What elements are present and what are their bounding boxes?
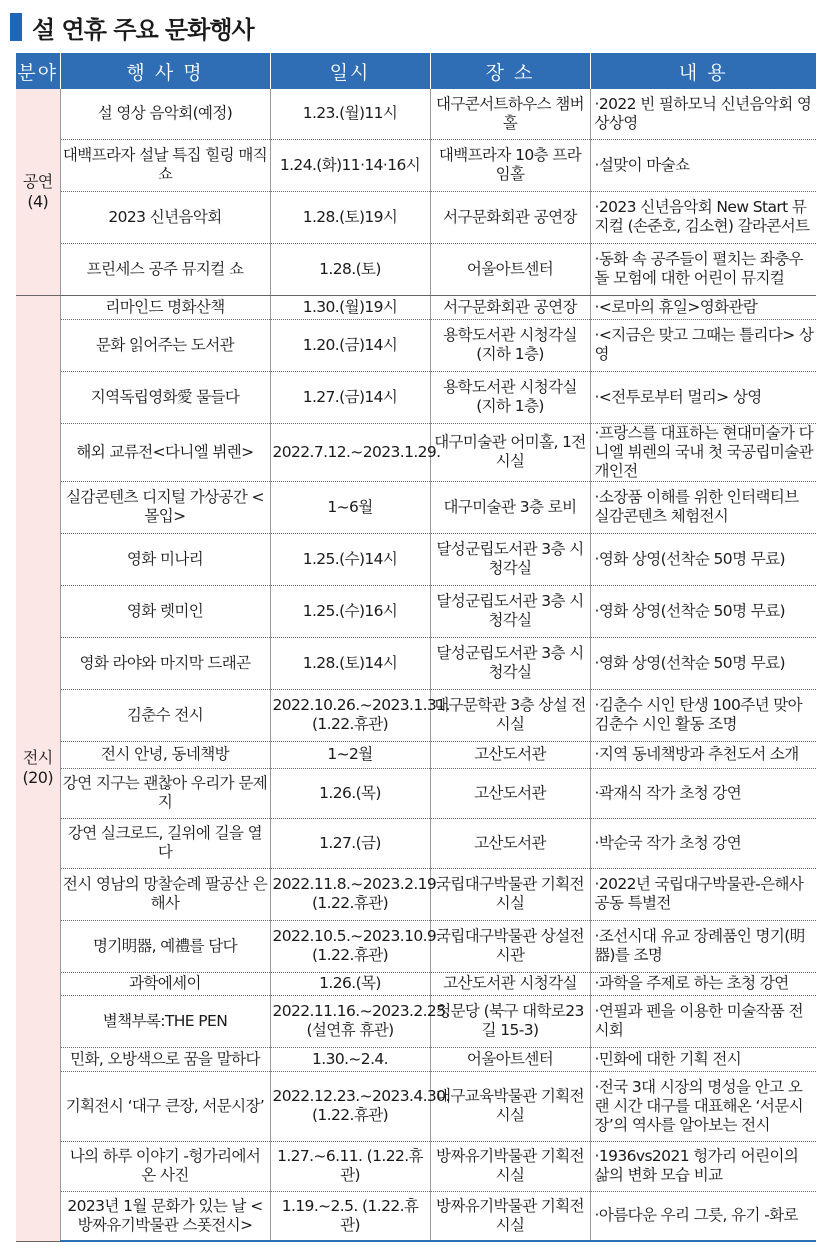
event-description-cell: ·영화 상영(선착순 50명 무료) <box>590 533 816 585</box>
event-place-cell: 국립대구박물관 기획전시실 <box>430 868 590 920</box>
event-date-cell: 1.28.(토)14시 <box>270 637 430 689</box>
event-description-cell: ·설맞이 마술쇼 <box>590 139 816 191</box>
table-row <box>16 637 816 689</box>
header-event-name: 행 사 명 <box>60 53 270 89</box>
event-description-cell: ·박순국 작가 초청 강연 <box>590 818 816 868</box>
event-name-cell: 문화 읽어주는 도서관 <box>60 319 270 371</box>
event-date-cell: 1.25.(수)16시 <box>270 585 430 637</box>
event-name-cell: 기획전시 ‘대구 큰장, 서문시장’ <box>60 1071 270 1141</box>
event-description-cell: ·영화 상영(선착순 50명 무료) <box>590 637 816 689</box>
table-row <box>16 243 816 295</box>
event-place-cell: 청문당 (북구 대학로23길 15-3) <box>430 995 590 1047</box>
event-name-cell: 지역독립영화愛 물들다 <box>60 371 270 423</box>
event-description-cell: ·전국 3대 시장의 명성을 안고 오랜 시간 대구를 대표해온 ‘서문시장’의 역사를 알아보는 전시 <box>590 1071 816 1141</box>
category-cell: 전시 (20) <box>16 295 60 1241</box>
event-description-cell: ·<로마의 휴일>영화관람 <box>590 295 816 319</box>
event-date-cell: 1.23.(월)11시 <box>270 89 430 139</box>
event-place-cell: 고산도서관 <box>430 741 590 768</box>
event-name-cell: 과학에세이 <box>60 972 270 995</box>
event-place-cell: 용학도서관 시청각실 (지하 1층) <box>430 319 590 371</box>
event-date-cell: 1.20.(금)14시 <box>270 319 430 371</box>
event-name-cell: 프린세스 공주 뮤지컬 쇼 <box>60 243 270 295</box>
page-title-block <box>10 6 254 48</box>
event-name-cell: 설 영상 음악회(예정) <box>60 89 270 139</box>
event-place-cell: 어울아트센터 <box>430 1047 590 1071</box>
event-place-cell: 고산도서관 시청각실 <box>430 972 590 995</box>
event-date-cell: 1.28.(토)19시 <box>270 191 430 243</box>
event-place-cell: 고산도서관 <box>430 768 590 818</box>
header-description: 내 용 <box>590 53 816 89</box>
event-name-cell: 실감콘텐츠 디지털 가상공간 <몰입> <box>60 481 270 533</box>
event-description-cell: ·동화 속 공주들이 펼치는 좌충우돌 모험에 대한 어린이 뮤지컬 <box>590 243 816 295</box>
event-date-cell: 1.25.(수)14시 <box>270 533 430 585</box>
header-date: 일시 <box>270 53 430 89</box>
category-cell: 공연 (4) <box>16 89 60 295</box>
table-row <box>16 319 816 371</box>
table-row <box>16 741 816 768</box>
event-place-cell: 서구문화회관 공연장 <box>430 191 590 243</box>
event-name-cell: 전시 안녕, 동네책방 <box>60 741 270 768</box>
table-header-row <box>16 53 816 89</box>
table-row <box>16 868 816 920</box>
event-date-cell: 2022.11.16.~2023.2.25. (설연휴 휴관) <box>270 995 430 1047</box>
event-description-cell: ·조선시대 유교 장례품인 명기(明器)를 조명 <box>590 920 816 972</box>
event-place-cell: 방짜유기박물관 기획전시실 <box>430 1191 590 1241</box>
table-row <box>16 423 816 481</box>
table-row <box>16 972 816 995</box>
event-name-cell: 별책부록:THE PEN <box>60 995 270 1047</box>
event-place-cell: 고산도서관 <box>430 818 590 868</box>
title-accent-bar <box>10 13 22 41</box>
event-place-cell: 대구교육박물관 기획전시실 <box>430 1071 590 1141</box>
table-row <box>16 1141 816 1191</box>
table-row <box>16 1071 816 1141</box>
table-row <box>16 689 816 741</box>
event-description-cell: ·2022년 국립대구박물관-은해사 공동 특별전 <box>590 868 816 920</box>
event-place-cell: 어울아트센터 <box>430 243 590 295</box>
event-description-cell: ·<전투로부터 멀리> 상영 <box>590 371 816 423</box>
event-date-cell: 1.28.(토) <box>270 243 430 295</box>
event-description-cell: ·2022 빈 필하모닉 신년음악회 영상상영 <box>590 89 816 139</box>
event-place-cell: 국립대구박물관 상설전시관 <box>430 920 590 972</box>
event-description-cell: ·<지금은 맞고 그때는 틀리다> 상영 <box>590 319 816 371</box>
event-place-cell: 서구문화회관 공연장 <box>430 295 590 319</box>
event-name-cell: 강연 지구는 괜찮아 우리가 문제지 <box>60 768 270 818</box>
event-date-cell: 1~6월 <box>270 481 430 533</box>
event-name-cell: 영화 라야와 마지막 드래곤 <box>60 637 270 689</box>
event-description-cell: ·1936vs2021 헝가리 어린이의 삶의 변화 모습 비교 <box>590 1141 816 1191</box>
table-row <box>16 371 816 423</box>
event-name-cell: 민화, 오방색으로 꿈을 말하다 <box>60 1047 270 1071</box>
table-row <box>16 139 816 191</box>
event-name-cell: 2023년 1월 문화가 있는 날 <방짜유기박물관 스폿전시> <box>60 1191 270 1241</box>
event-name-cell: 영화 렛미인 <box>60 585 270 637</box>
events-table <box>16 53 816 1242</box>
events-table-body <box>16 89 816 1241</box>
event-description-cell: ·아름다운 우리 그릇, 유기 -화로 <box>590 1191 816 1241</box>
event-place-cell: 달성군립도서관 3층 시청각실 <box>430 533 590 585</box>
event-date-cell: 1.30.(월)19시 <box>270 295 430 319</box>
table-row <box>16 920 816 972</box>
event-description-cell: ·민화에 대한 기획 전시 <box>590 1047 816 1071</box>
event-place-cell: 달성군립도서관 3층 시청각실 <box>430 585 590 637</box>
event-date-cell: 1.24.(화)11·14·16시 <box>270 139 430 191</box>
event-date-cell: 1.27.(금) <box>270 818 430 868</box>
event-description-cell: ·연필과 펜을 이용한 미술작품 전시회 <box>590 995 816 1047</box>
event-place-cell: 대구미술관 3층 로비 <box>430 481 590 533</box>
event-date-cell: 2022.7.12.~2023.1.29. <box>270 423 430 481</box>
event-description-cell: ·영화 상영(선착순 50명 무료) <box>590 585 816 637</box>
table-row <box>16 995 816 1047</box>
table-row <box>16 818 816 868</box>
event-date-cell: 1.30.~2.4. <box>270 1047 430 1071</box>
table-row <box>16 585 816 637</box>
event-description-cell: ·2023 신년음악회 New Start 뮤지컬 (손준호, 김소현) 갈라콘서트 <box>590 191 816 243</box>
event-description-cell: ·곽재식 작가 초청 강연 <box>590 768 816 818</box>
table-row <box>16 768 816 818</box>
header-category: 분야 <box>16 53 60 89</box>
header-place: 장 소 <box>430 53 590 89</box>
event-date-cell: 2022.10.26.~2023.1.31. (1.22.휴관) <box>270 689 430 741</box>
table-row <box>16 191 816 243</box>
event-place-cell: 용학도서관 시청각실 (지하 1층) <box>430 371 590 423</box>
event-date-cell: 1.26.(목) <box>270 972 430 995</box>
event-name-cell: 대백프라자 설날 특집 힐링 매직쇼 <box>60 139 270 191</box>
event-description-cell: ·김춘수 시인 탄생 100주년 맞아 김춘수 시인 활동 조명 <box>590 689 816 741</box>
event-name-cell: 영화 미나리 <box>60 533 270 585</box>
event-place-cell: 달성군립도서관 3층 시청각실 <box>430 637 590 689</box>
event-date-cell: 2022.12.23.~2023.4.30. (1.22.휴관) <box>270 1071 430 1141</box>
event-name-cell: 김춘수 전시 <box>60 689 270 741</box>
event-description-cell: ·지역 동네책방과 추천도서 소개 <box>590 741 816 768</box>
event-date-cell: 1.26.(목) <box>270 768 430 818</box>
event-date-cell: 1.27.~6.11. (1.22.휴관) <box>270 1141 430 1191</box>
table-row <box>16 89 816 139</box>
event-description-cell: ·프랑스를 대표하는 현대미술가 다니엘 뷔렌의 국내 첫 국공립미술관 개인전 <box>590 423 816 481</box>
event-name-cell: 명기明器, 예禮를 담다 <box>60 920 270 972</box>
table-row <box>16 1047 816 1071</box>
event-place-cell: 대구콘서트하우스 챔버홀 <box>430 89 590 139</box>
event-date-cell: 1.27.(금)14시 <box>270 371 430 423</box>
page-title: 설 연휴 주요 문화행사 <box>32 15 254 44</box>
event-name-cell: 강연 실크로드, 길위에 길을 열다 <box>60 818 270 868</box>
event-date-cell: 2022.11.8.~2023.2.19. (1.22.휴관) <box>270 868 430 920</box>
table-row <box>16 533 816 585</box>
event-name-cell: 나의 하루 이야기 -헝가리에서 온 사진 <box>60 1141 270 1191</box>
event-date-cell: 1.19.~2.5. (1.22.휴관) <box>270 1191 430 1241</box>
event-date-cell: 1~2월 <box>270 741 430 768</box>
table-row <box>16 481 816 533</box>
event-description-cell: ·소장품 이해를 위한 인터랙티브 실감콘텐츠 체험전시 <box>590 481 816 533</box>
event-date-cell: 2022.10.5.~2023.10.9. (1.22.휴관) <box>270 920 430 972</box>
table-row <box>16 295 816 319</box>
event-name-cell: 해외 교류전<다니엘 뷔렌> <box>60 423 270 481</box>
event-place-cell: 대구미술관 어미홀, 1전시실 <box>430 423 590 481</box>
event-name-cell: 2023 신년음악회 <box>60 191 270 243</box>
table-row <box>16 1191 816 1241</box>
event-name-cell: 리마인드 명화산책 <box>60 295 270 319</box>
event-place-cell: 방짜유기박물관 기획전시실 <box>430 1141 590 1191</box>
event-description-cell: ·과학을 주제로 하는 초청 강연 <box>590 972 816 995</box>
event-name-cell: 전시 영남의 망찰순례 팔공산 은해사 <box>60 868 270 920</box>
event-place-cell: 대백프라자 10층 프라임홀 <box>430 139 590 191</box>
event-place-cell: 대구문학관 3층 상설 전시실 <box>430 689 590 741</box>
